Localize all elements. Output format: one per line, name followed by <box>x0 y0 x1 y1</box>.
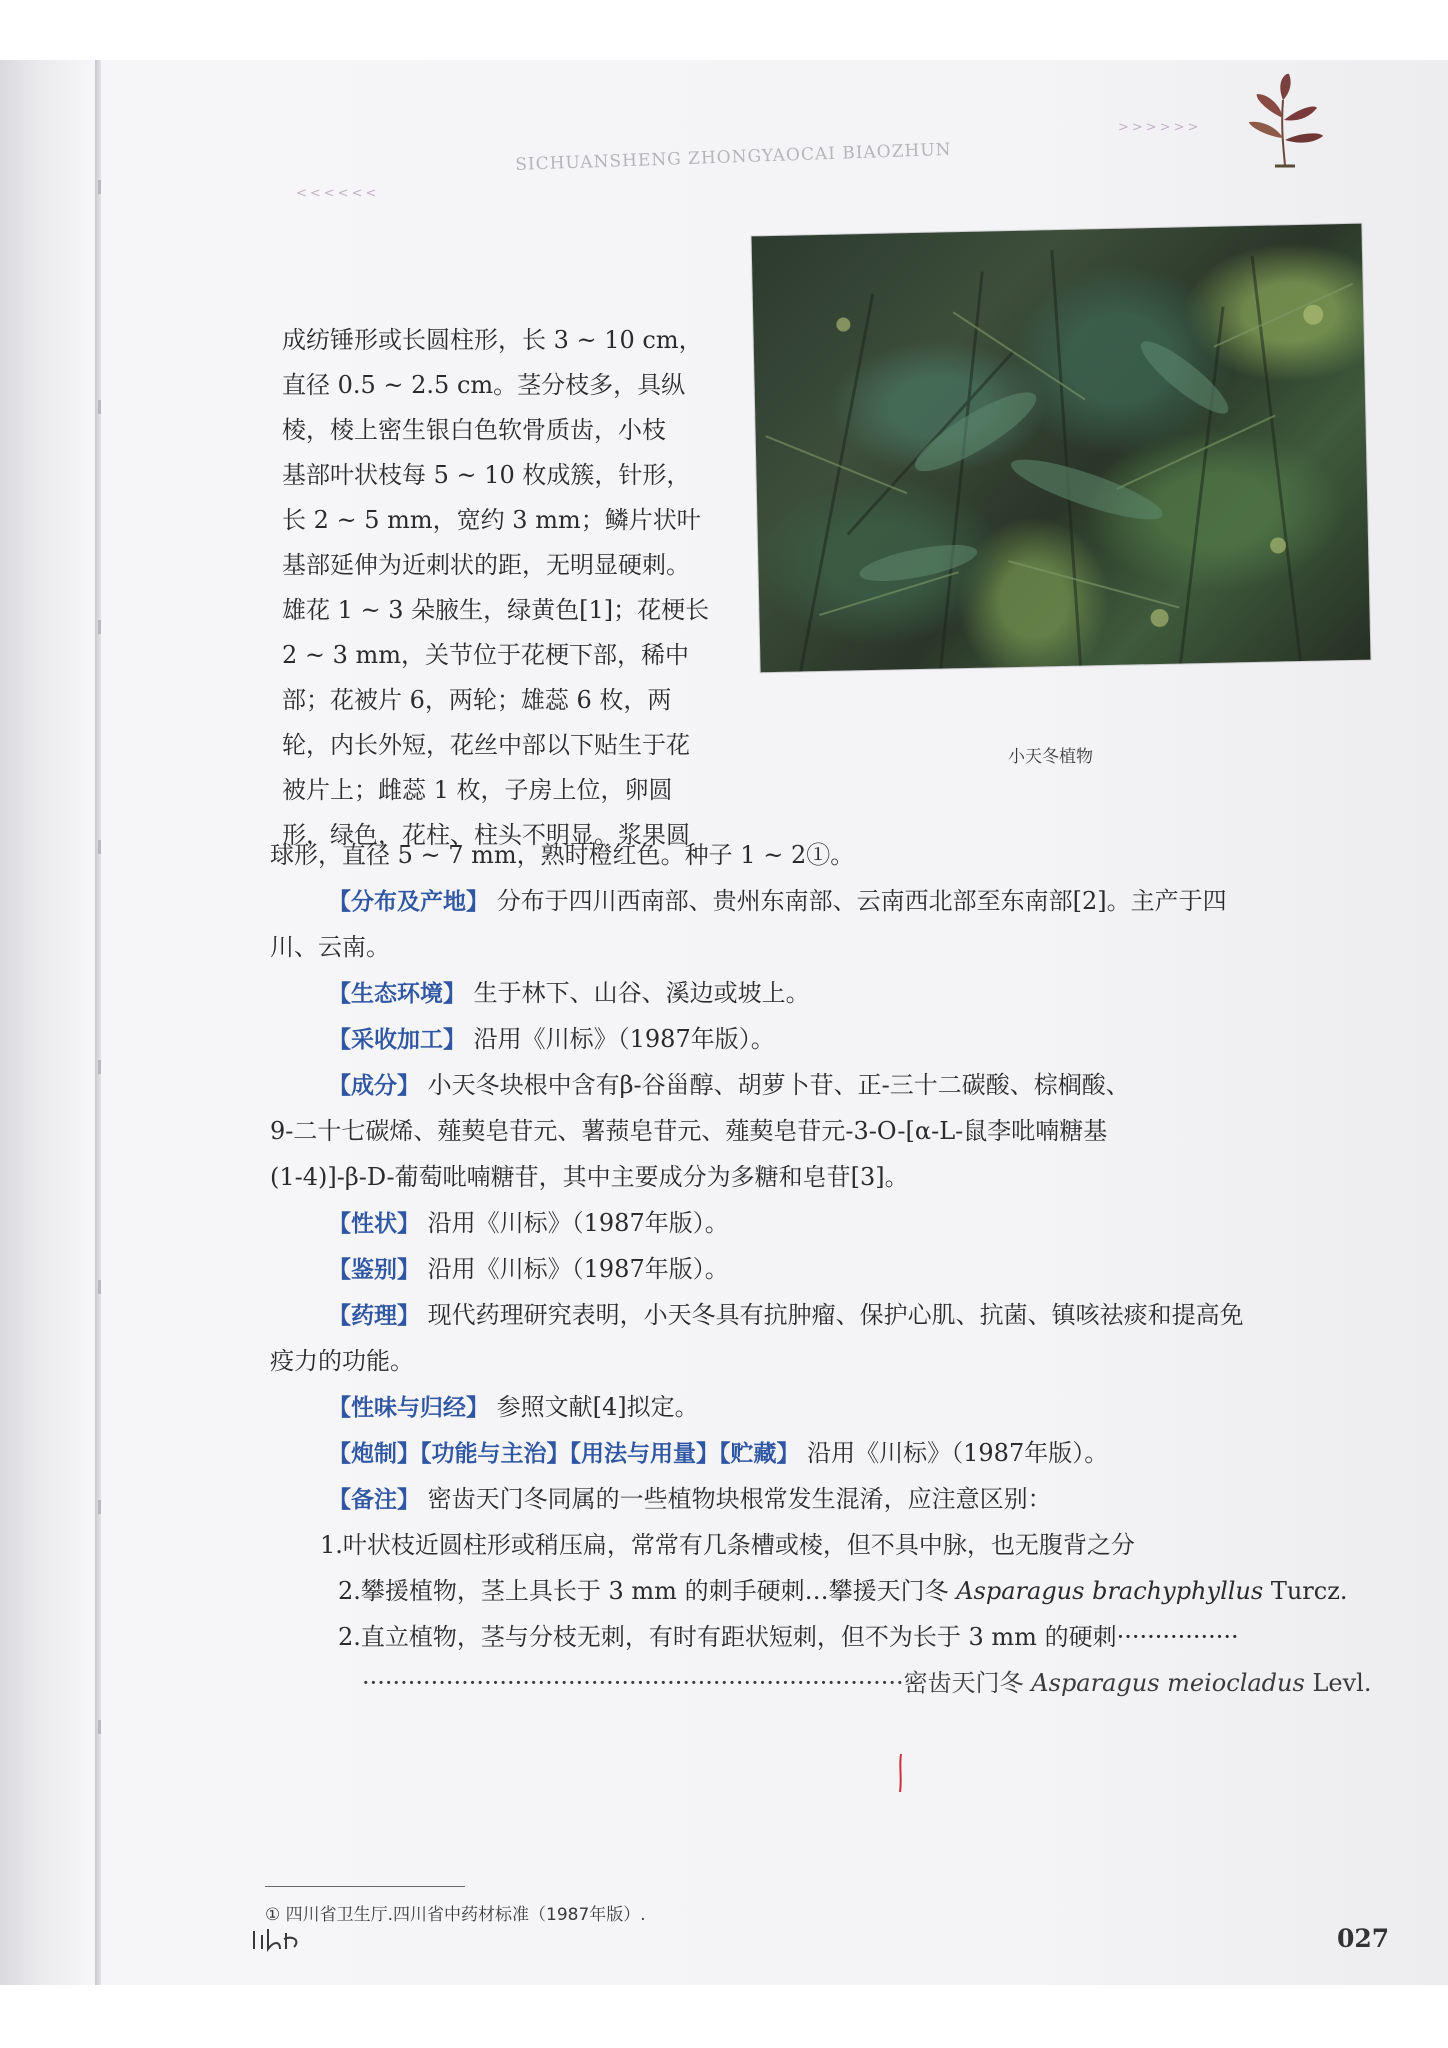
binding-stitch <box>98 180 101 194</box>
description-line: 形，绿色，花柱、柱头不明显。浆果圆 <box>282 821 690 849</box>
section-text: 沿用《川标》（1987年版）。 <box>427 1209 729 1237</box>
nature-section <box>270 1385 1400 1431</box>
description-line: 部；花被片 6，两轮；雄蕊 6 枚，两 <box>282 686 672 714</box>
section-text: (1-4)]-β-D-葡萄吡喃糖苷，其中主要成分为多糖和皂苷[3]。 <box>270 1163 909 1191</box>
components-section <box>270 1063 1400 1109</box>
description-line: 棱，棱上密生银白色软骨质齿，小枝 <box>282 416 666 444</box>
notes-section <box>270 1477 1400 1523</box>
section-tag: 【性味与归经】 <box>328 1395 489 1421</box>
description-line: 成纺锤形或长圆柱形，长 3 ~ 10 cm， <box>282 326 703 354</box>
description-line: 雄花 1 ~ 3 朵腋生，绿黄色[1]；花梗长 <box>282 596 710 624</box>
section-tag: 【药理】 <box>328 1303 420 1329</box>
key-text: 2.攀援植物，茎上具长于 3 mm 的刺手硬刺…攀援天门冬 <box>338 1577 949 1605</box>
description-line: 基部叶状枝每 5 ~ 10 枚成簇，针形， <box>282 461 691 489</box>
key-line: 2.直立植物，茎与分枝无刺，有时有距状短刺，但不为长于 3 mm 的硬刺················ <box>338 1623 1239 1651</box>
latin-name: Asparagus brachyphyllus <box>956 1577 1264 1605</box>
description-column <box>282 318 732 858</box>
processing-section <box>270 1431 1400 1477</box>
section-text: 分布于四川西南部、贵州东南部、云南西北部至东南部[2]。主产于四 <box>496 887 1227 915</box>
description-line: 被片上；雌蕊 1 枚，子房上位，卵圆 <box>282 776 673 804</box>
key-line: 1.叶状枝近圆柱形或稍压扁，常常有几条槽或棱，但不具中脉，也无腹背之分 <box>320 1531 1135 1559</box>
section-tag: 【分布及产地】 <box>328 889 489 915</box>
leader-dots: ······································································· <box>362 1669 904 1697</box>
latin-name: Asparagus meiocladus <box>1031 1669 1305 1697</box>
binding-stitch <box>98 1060 101 1074</box>
description-line: 基部延伸为近刺状的距，无明显硬刺。 <box>282 551 690 579</box>
description-line: 2 ~ 3 mm，关节位于花梗下部，稀中 <box>282 641 690 669</box>
section-tag: 【性状】 <box>328 1211 420 1237</box>
binding-stitch <box>98 1500 101 1514</box>
binding-stitch <box>98 1280 101 1294</box>
section-tag: 【采收加工】 <box>328 1027 466 1053</box>
binding-stitch <box>98 1720 101 1734</box>
section-text: 密齿天门冬同属的一些植物块根常发生混淆，应注意区别： <box>427 1485 1052 1513</box>
key-line <box>270 1569 1400 1615</box>
section-tag: 【鉴别】 <box>328 1257 420 1283</box>
section-text: 川、云南。 <box>270 933 390 961</box>
section-text: 参照文献[4]拟定。 <box>496 1393 699 1421</box>
section-tag: 【生态环境】 <box>328 981 466 1007</box>
section-tag: 【备注】 <box>328 1487 420 1513</box>
traits-section <box>270 1201 1400 1247</box>
header-decoration-left: <<<<<< <box>296 186 380 201</box>
key-text: 密齿天门冬 <box>903 1669 1024 1697</box>
section-text: 小天冬块根中含有β-谷甾醇、胡萝卜苷、正-三十二碳酸、棕榈酸、 <box>427 1071 1130 1099</box>
handwritten-mark <box>250 1925 310 1957</box>
key-line <box>270 1661 1400 1707</box>
page-number: 027 <box>1337 1924 1390 1953</box>
section-tag: 【成分】 <box>328 1073 420 1099</box>
leaf-logo-icon <box>1225 70 1345 184</box>
red-pen-mark <box>895 1752 907 1798</box>
description-line: 球形，直径 5 ~ 7 mm，熟时橙红色。种子 1 ~ 2①。 <box>270 841 855 869</box>
header-decoration-right: >>>>>> <box>1118 120 1202 135</box>
section-text: 沿用《川标》（1987年版）。 <box>807 1439 1109 1467</box>
description-line: 轮，内长外短，花丝中部以下贴生于花 <box>282 731 690 759</box>
monograph-body <box>270 833 1400 1707</box>
section-text: 沿用《川标》（1987年版）。 <box>473 1025 775 1053</box>
binding-stitch <box>98 400 101 414</box>
figure-caption: 小天冬植物 <box>1008 747 1093 767</box>
description-line: 长 2 ~ 5 mm，宽约 3 mm；鳞片状叶 <box>282 506 701 534</box>
running-header: SICHUANSHENG ZHONGYAOCAI BIAOZHUN <box>515 139 952 175</box>
distribution-section <box>270 879 1400 925</box>
section-text: 9-二十七碳烯、薤葜皂苷元、薯蓣皂苷元、薤葜皂苷元-3-O-[α-L-鼠李吡喃糖基 <box>270 1117 1108 1145</box>
plant-photo <box>752 224 1371 673</box>
section-text: 生于林下、山谷、溪边或坡上。 <box>473 979 810 1007</box>
section-text: 沿用《川标》（1987年版）。 <box>427 1255 729 1283</box>
footnote-divider <box>265 1886 465 1887</box>
author-name: Levl. <box>1312 1669 1372 1697</box>
section-text: 现代药理研究表明，小天冬具有抗肿瘤、保护心肌、抗菌、镇咳祛痰和提高免 <box>427 1301 1244 1329</box>
section-tag: 【炮制】【功能与主治】【用法与用量】【贮藏】 <box>328 1441 800 1467</box>
pharmacology-section <box>270 1293 1400 1339</box>
identification-section <box>270 1247 1400 1293</box>
footnote: ① 四川省卫生厅.四川省中药材标准（1987年版）. <box>265 1905 646 1925</box>
description-line: 直径 0.5 ~ 2.5 cm。茎分枝多，具纵 <box>282 371 686 399</box>
ecology-section <box>270 971 1400 1017</box>
section-text: 疫力的功能。 <box>270 1347 414 1375</box>
binding-stitch <box>98 840 101 854</box>
book-page <box>0 60 1448 1985</box>
author-name: Turcz. <box>1270 1577 1348 1605</box>
harvest-section <box>270 1017 1400 1063</box>
book-spine <box>95 60 101 1985</box>
binding-stitch <box>98 620 101 634</box>
